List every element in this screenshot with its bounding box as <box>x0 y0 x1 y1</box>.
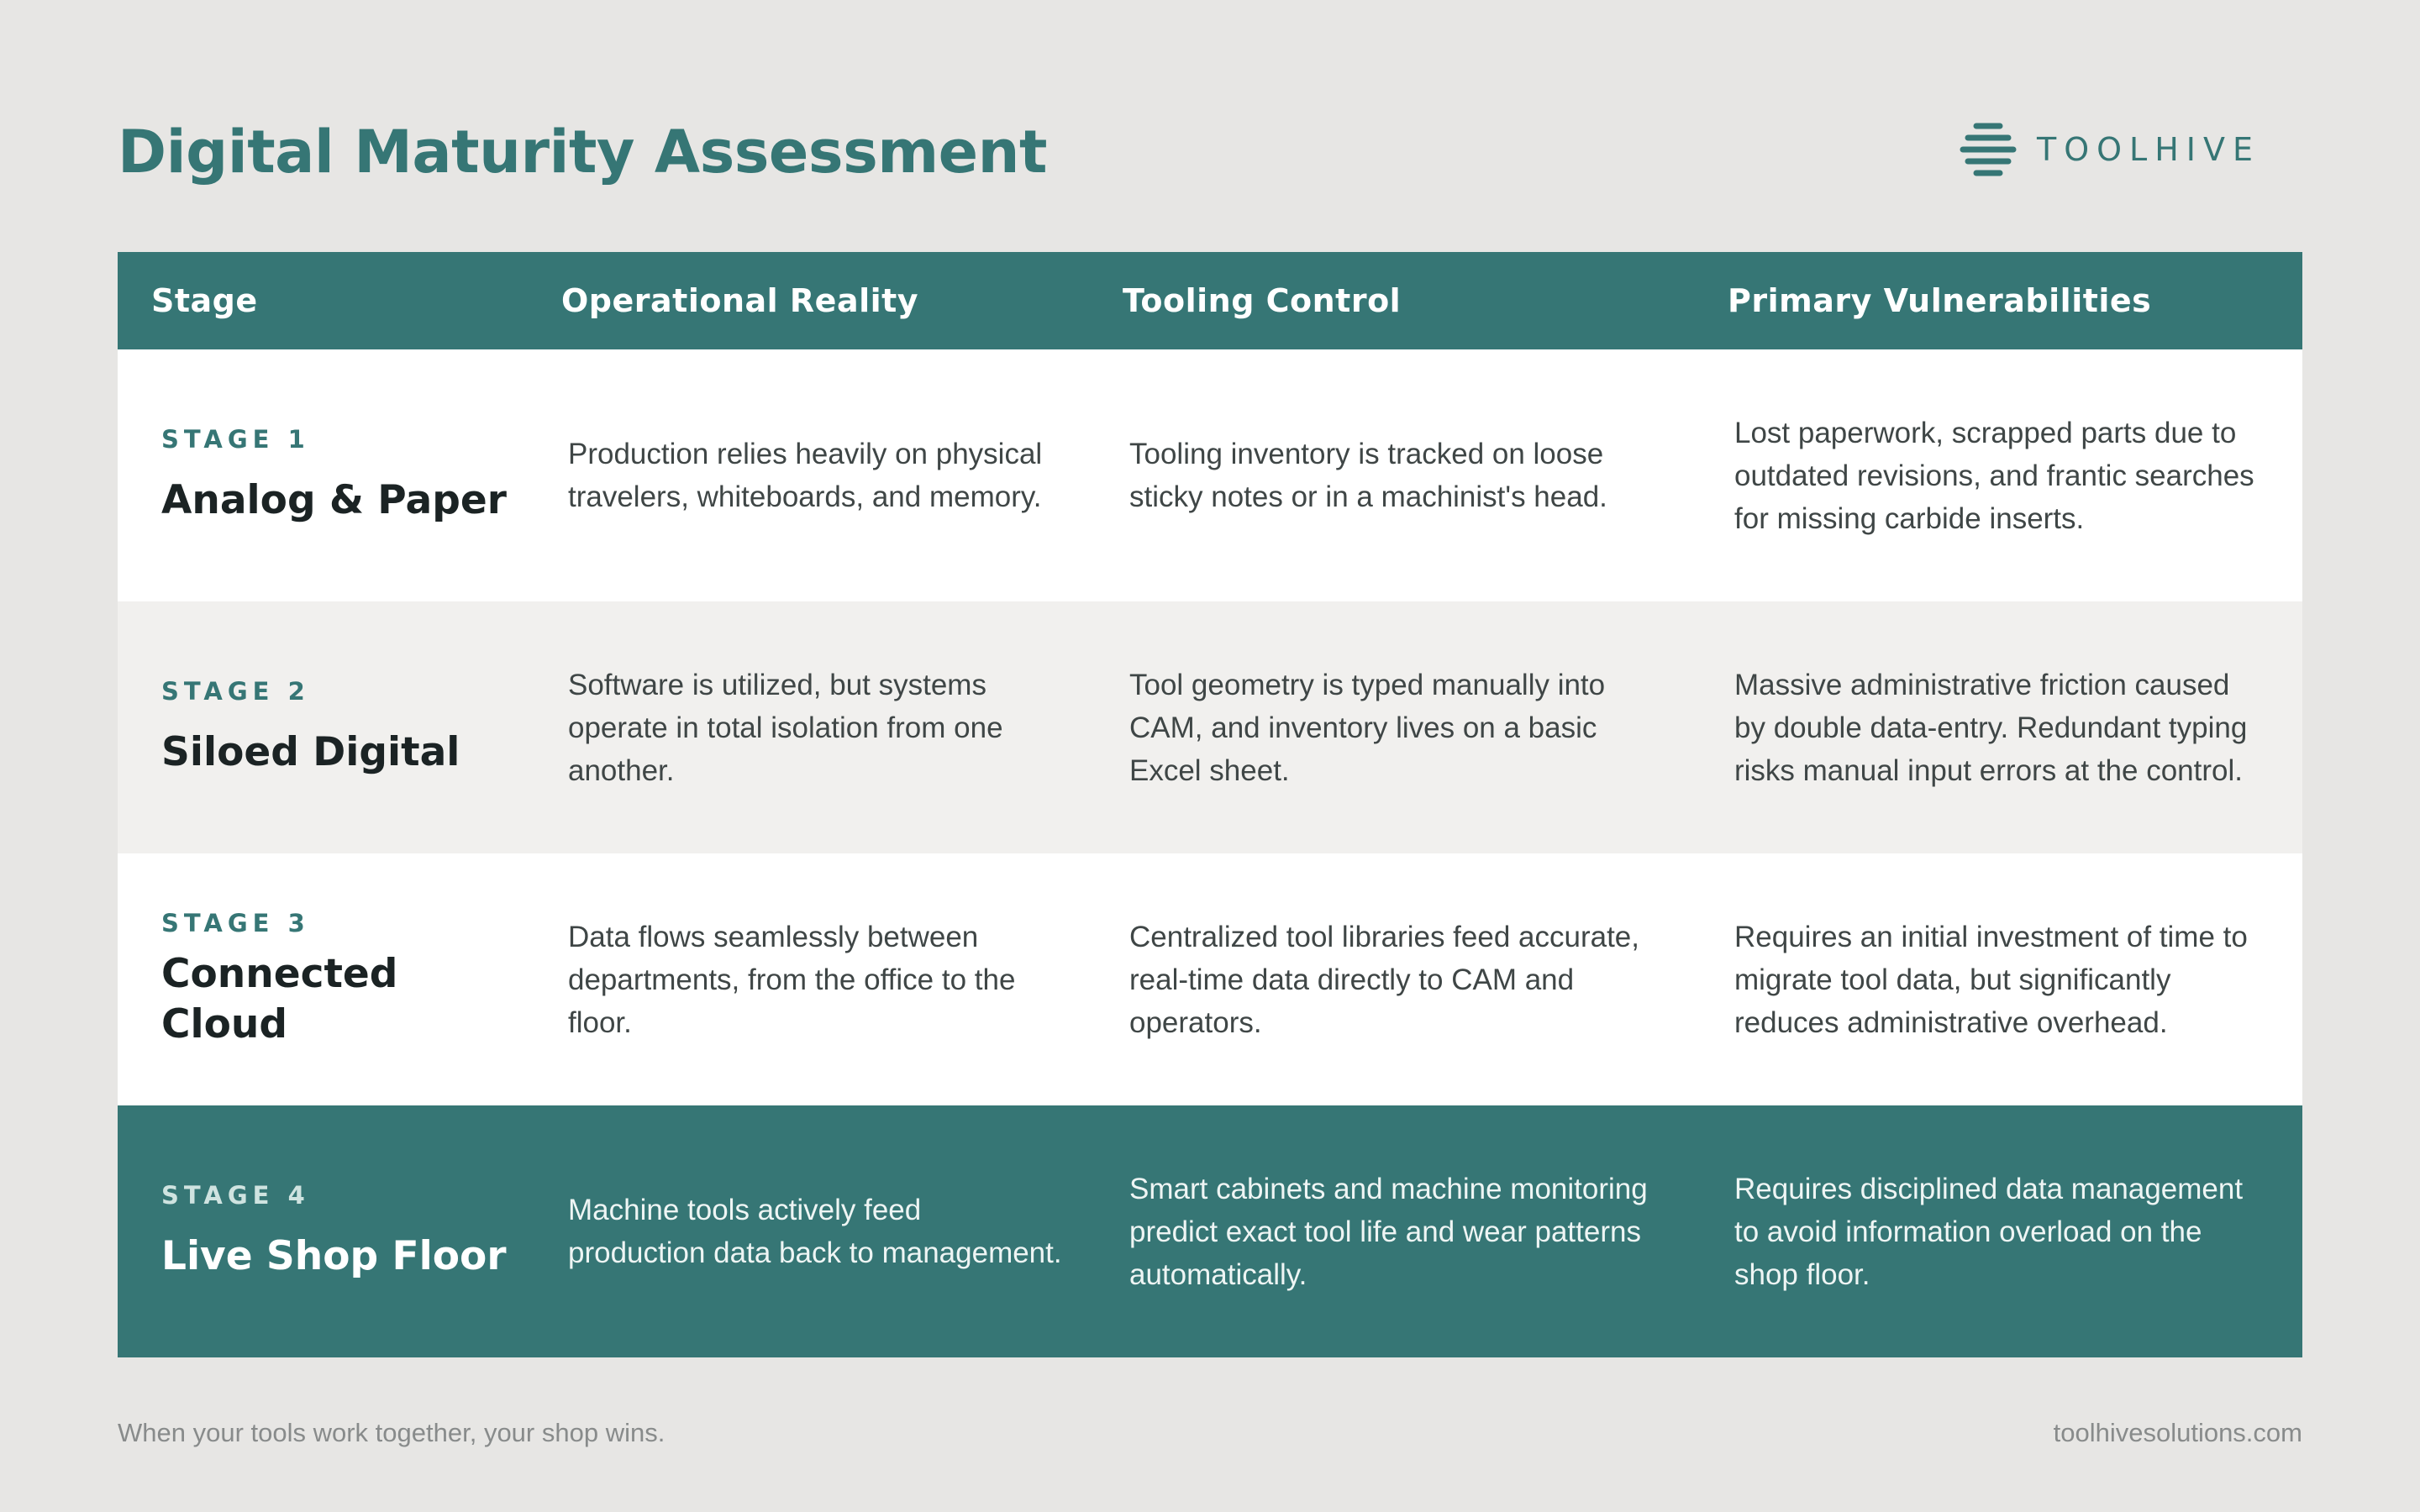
column-header-primary-vulnerabilities: Primary Vulnerabilities <box>1701 252 2302 349</box>
footer-tagline: When your tools work together, your shop wins. <box>118 1418 666 1447</box>
table-row <box>118 601 2302 853</box>
vulnerabilities-text: Lost paperwork, scrapped parts due to outdated revisions, and frantic searches for missing carbide inserts. <box>1734 416 2254 535</box>
stage-label: STAGE 2 <box>161 677 310 706</box>
maturity-table <box>118 252 2302 1357</box>
table-row <box>118 853 2302 1105</box>
column-header-operational-reality: Operational Reality <box>531 252 1096 349</box>
tooling-control-text: Centralized tool libraries feed accurate, real-time data directly to CAM and operators. <box>1129 920 1639 1039</box>
footer-website-link[interactable]: toolhivesolutions.com <box>2053 1418 2302 1447</box>
table-row <box>118 349 2302 601</box>
brand-name: TOOLHIVE <box>2037 131 2260 168</box>
stage-name: Live Shop Floor <box>161 1233 507 1279</box>
stage-name: Analog & Paper <box>161 477 507 523</box>
stage-cell <box>118 1105 531 1357</box>
stage-cell <box>118 601 531 853</box>
column-header-tooling-control: Tooling Control <box>1096 252 1701 349</box>
operational-reality-text: Machine tools actively feed production data back to management. <box>568 1194 1062 1269</box>
toolhive-hive-icon <box>1958 119 2018 180</box>
tooling-control-text: Tooling inventory is tracked on loose sticky notes or in a machinist's head. <box>1129 438 1607 513</box>
operational-reality-text: Production relies heavily on physical travelers, whiteboards, and memory. <box>568 438 1043 513</box>
column-header-stage: Stage <box>118 252 531 349</box>
tooling-control-text: Tool geometry is typed manually into CAM, and inventory lives on a basic Excel sheet. <box>1129 668 1606 787</box>
operational-reality-text: Software is utilized, but systems operate in total isolation from one another. <box>568 668 1003 787</box>
stage-name: Connected Cloud <box>161 951 398 1047</box>
vulnerabilities-text: Massive administrative friction caused by double data-entry. Redundant typing risks manual input errors at the control. <box>1734 668 2248 787</box>
stage-label: STAGE 3 <box>161 909 310 937</box>
stage-cell <box>118 853 531 1105</box>
stage-label: STAGE 1 <box>161 425 310 454</box>
tooling-control-text: Smart cabinets and machine monitoring predict exact tool life and wear patterns automatically. <box>1129 1172 1648 1291</box>
page-title: Digital Maturity Assessment <box>118 118 1047 186</box>
vulnerabilities-text: Requires an initial investment of time to migrate tool data, but significantly reduces administrative overhead. <box>1734 920 2248 1039</box>
stage-label: STAGE 4 <box>161 1181 310 1210</box>
table-header-row <box>118 252 2302 349</box>
vulnerabilities-text: Requires disciplined data management to avoid information overload on the shop floor. <box>1734 1172 2244 1291</box>
operational-reality-text: Data flows seamlessly between departments, from the office to the floor. <box>568 920 1016 1039</box>
brand-logo <box>1958 119 2260 180</box>
stage-name: Siloed Digital <box>161 729 460 775</box>
table-row <box>118 1105 2302 1357</box>
stage-cell <box>118 349 531 601</box>
